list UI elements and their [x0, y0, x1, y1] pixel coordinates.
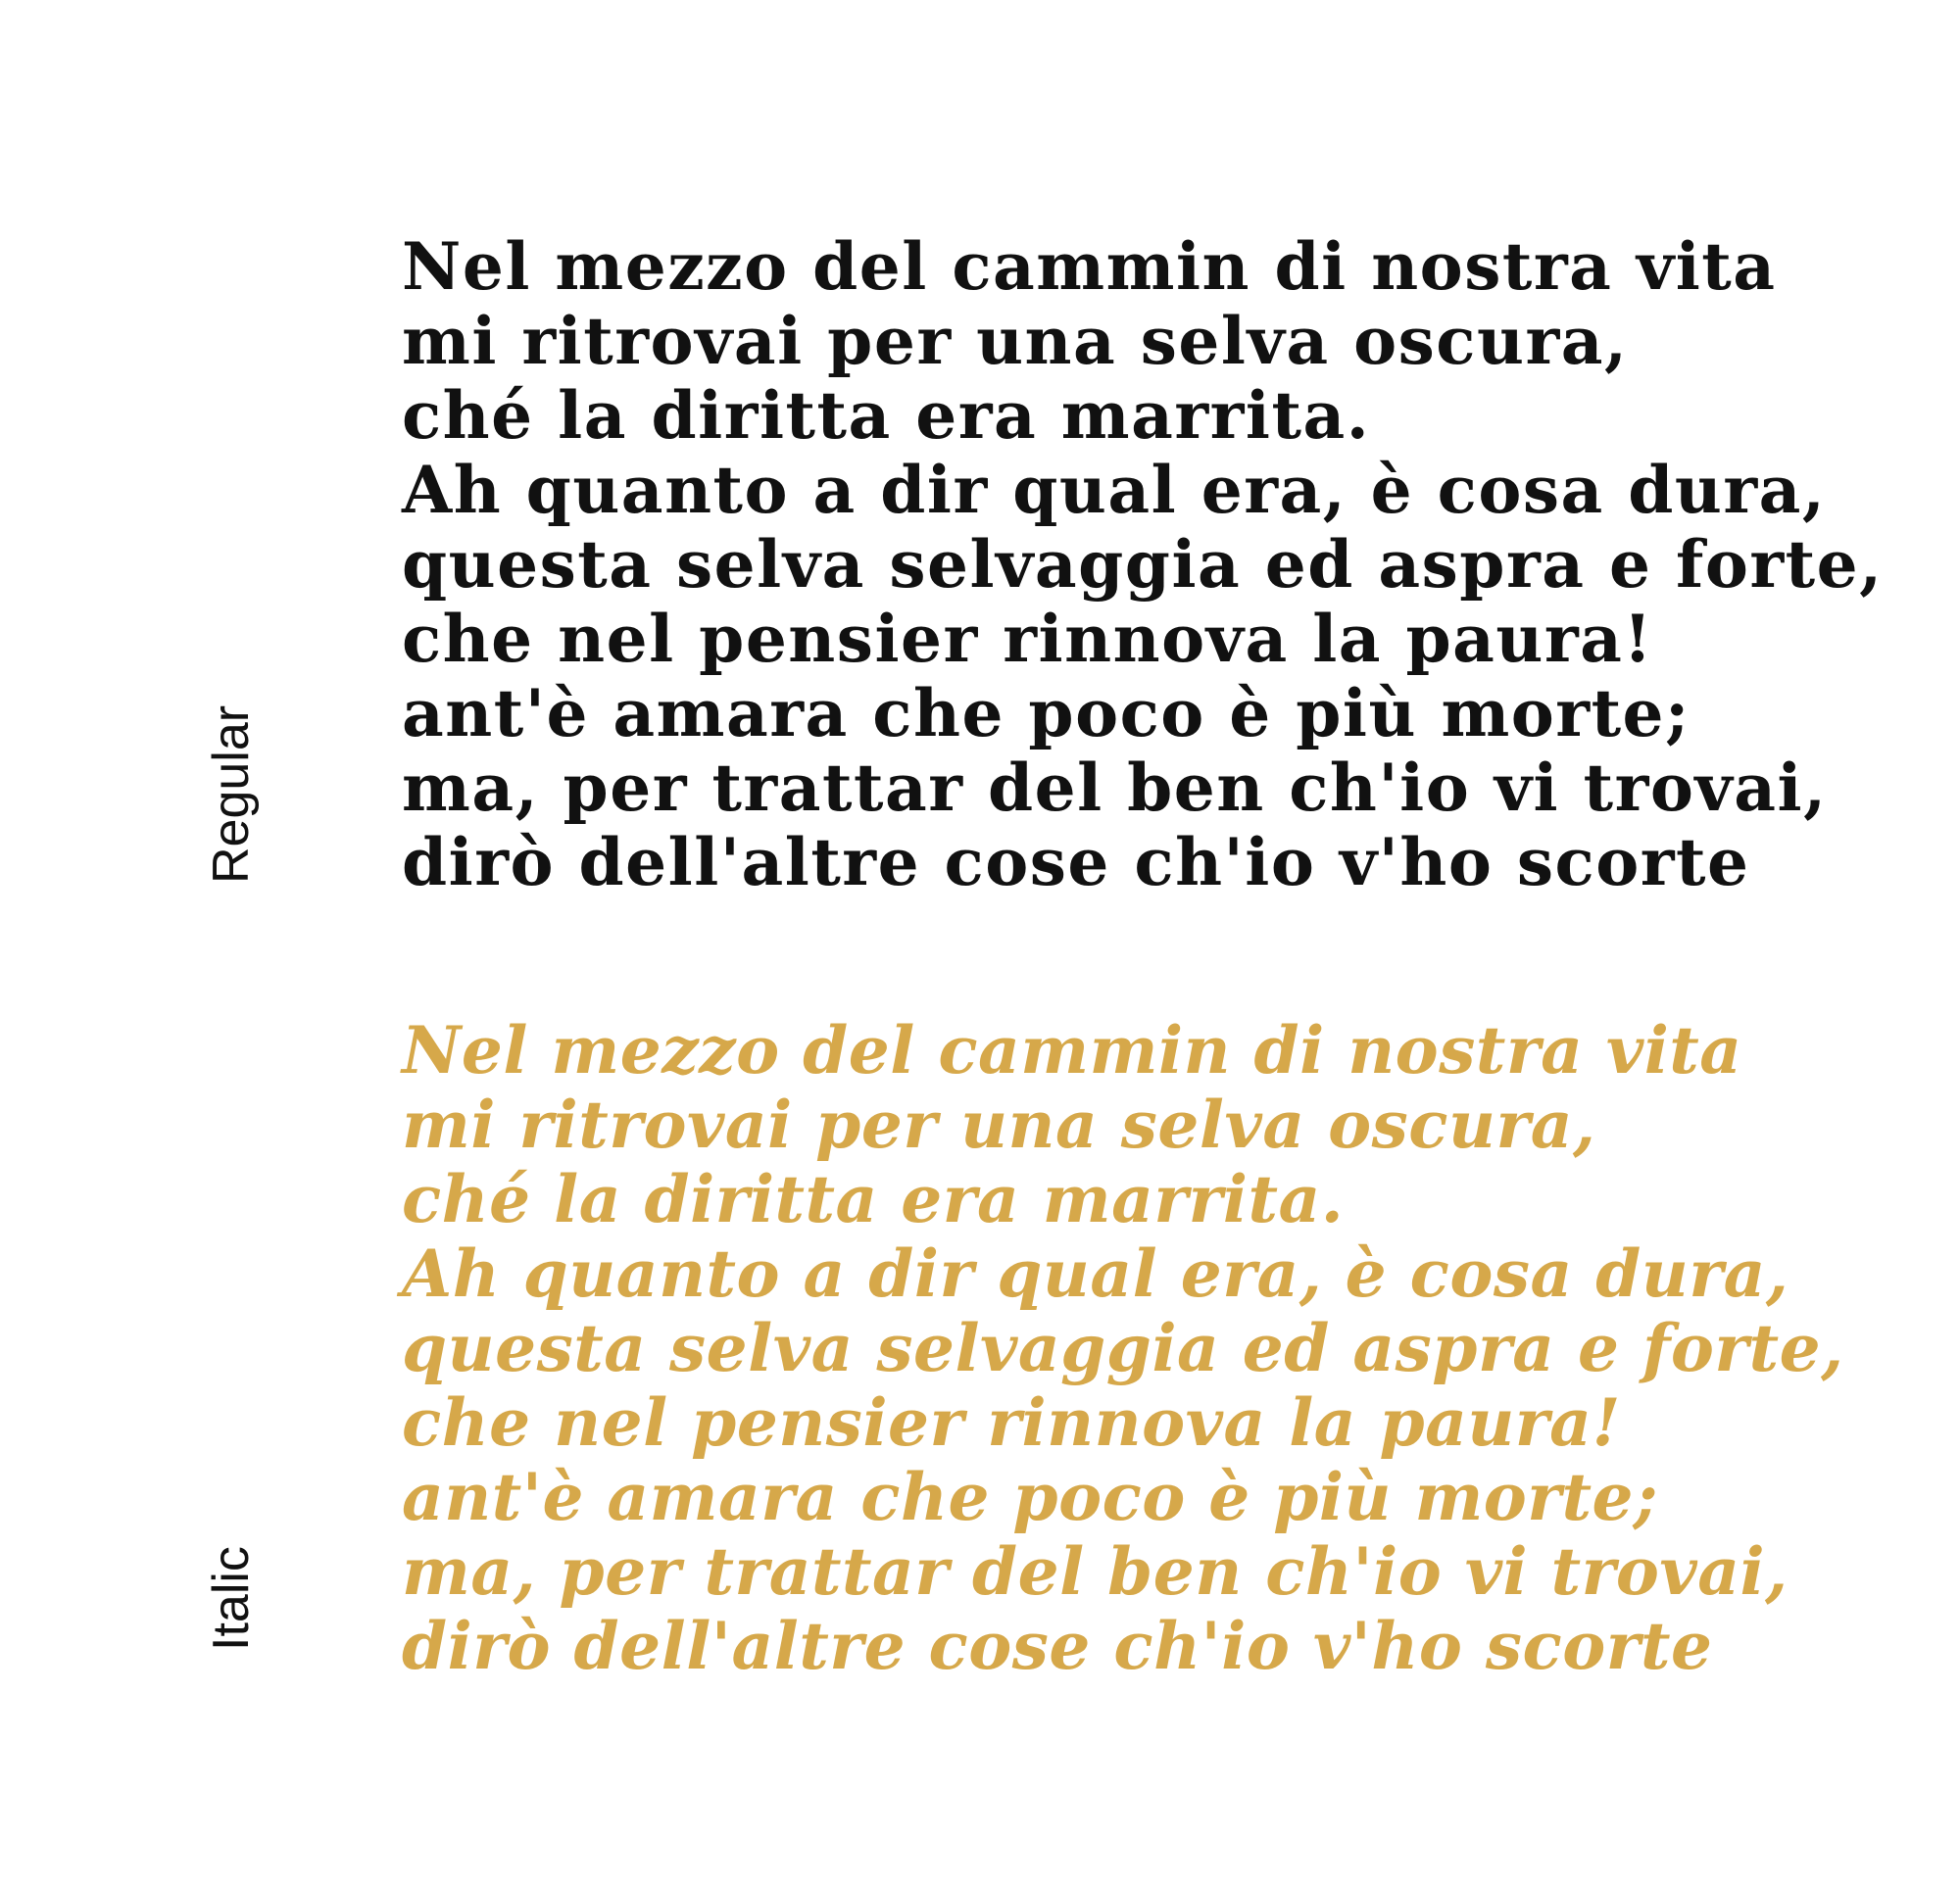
verse-line: ché la diritta era marrita.	[402, 1161, 1345, 1237]
verse-line: Nel mezzo del cammin di nostra vita	[402, 1012, 1742, 1089]
verse-line: ant'è amara che poco è più morte;	[402, 1459, 1658, 1535]
style-label-regular: Regular	[203, 704, 260, 884]
verse-line: Ah quanto a dir qual era, è cosa dura,	[402, 1235, 1789, 1312]
verse-line: questa selva selvaggia ed aspra e forte,	[402, 526, 1884, 603]
style-label-italic: Italic	[203, 1546, 260, 1651]
verse-line: Nel mezzo del cammin di nostra vita	[402, 228, 1777, 305]
verse-line: ma, per trattar del ben ch'io vi trovai,	[402, 750, 1828, 826]
verse-line: ant'è amara che poco è più morte;	[402, 675, 1690, 751]
verse-line: Ah quanto a dir qual era, è cosa dura,	[402, 452, 1827, 528]
verse-line: questa selva selvaggia ed aspra e forte,	[402, 1310, 1844, 1386]
verse-block-italic	[402, 1013, 1844, 1683]
verse-line: mi ritrovai per una selva oscura,	[402, 303, 1629, 379]
verse-line: che nel pensier rinnova la paura!	[402, 1384, 1621, 1461]
verse-line: ché la diritta era marrita.	[402, 377, 1371, 454]
verse-line: che nel pensier rinnova la paura!	[402, 601, 1653, 677]
verse-line: dirò dell'altre cose ch'io v'ho scorte	[402, 1608, 1713, 1684]
verse-line: ma, per trattar del ben ch'io vi trovai,	[402, 1533, 1788, 1610]
verse-line: dirò dell'altre cose ch'io v'ho scorte	[402, 824, 1750, 900]
verse-block-regular	[402, 229, 1884, 899]
verse-line: mi ritrovai per una selva oscura,	[402, 1087, 1596, 1163]
